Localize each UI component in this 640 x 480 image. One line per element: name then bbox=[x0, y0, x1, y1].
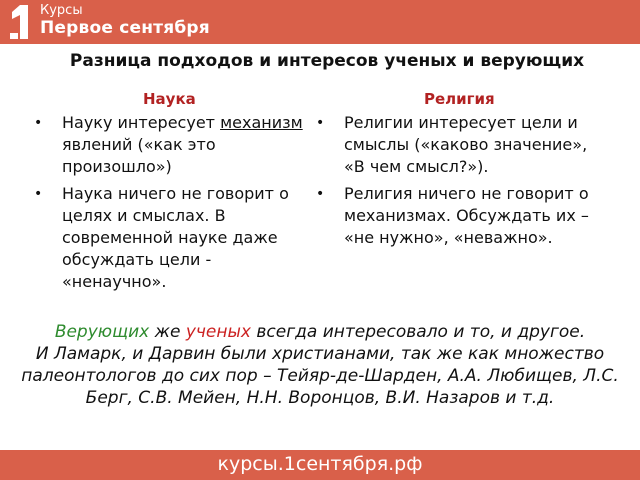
brand-name-label: Первое сентября bbox=[40, 18, 210, 38]
science-item-2: Наука ничего не говорит о целях и смыслах. В современной науке даже обсуждать цели - «ненаучно». bbox=[62, 184, 289, 291]
conclusion-text bbox=[14, 321, 626, 409]
science-list bbox=[34, 112, 304, 298]
religion-item-1: Религии интересует цели и смыслы («каково значение», «В чем смысл?»). bbox=[344, 113, 588, 176]
list-item bbox=[34, 112, 304, 178]
list-item bbox=[316, 112, 608, 178]
science-item-1-post: явлений («как это произошло») bbox=[62, 135, 216, 176]
word-believers: Верующих bbox=[54, 322, 150, 342]
bullet-icon: • bbox=[316, 115, 325, 131]
religion-list bbox=[316, 112, 608, 254]
list-item bbox=[34, 183, 304, 293]
list-item bbox=[316, 183, 608, 249]
bullet-icon: • bbox=[316, 186, 325, 202]
science-item-1-pre: Науку интересует bbox=[62, 113, 221, 132]
bullet-icon: • bbox=[34, 186, 43, 202]
bullet-icon: • bbox=[34, 115, 43, 131]
footer-url: курсы.1сентября.рф bbox=[217, 453, 423, 475]
religion-heading: Религия bbox=[424, 90, 495, 108]
science-heading: Наука bbox=[143, 90, 196, 108]
science-item-1-underlined: механизм bbox=[220, 113, 303, 132]
word-and: же bbox=[149, 322, 186, 342]
word-scientists: ученых bbox=[185, 322, 251, 342]
brand-small-label: Курсы bbox=[40, 3, 83, 18]
conclusion-line-2: И Ламарк, и Дарвин были христианами, так же как множество палеонтологов до сих пор – Тейяр-де-Шарден, А.А. Любищев, Л.С. Берг, С.В. Мейен, Н.Н. Воронцов, В.И. Назаров и т.д. bbox=[21, 344, 619, 408]
slide-title: Разница подходов и интересов ученых и верующих bbox=[69, 51, 585, 71]
conclusion-rest: всегда интересовало и то, и другое. bbox=[250, 322, 586, 342]
religion-item-2: Религия ничего не говорит о механизмах. Обсуждать их – «не нужно», «неважно». bbox=[344, 184, 589, 247]
number-one-logo-icon bbox=[6, 3, 32, 41]
